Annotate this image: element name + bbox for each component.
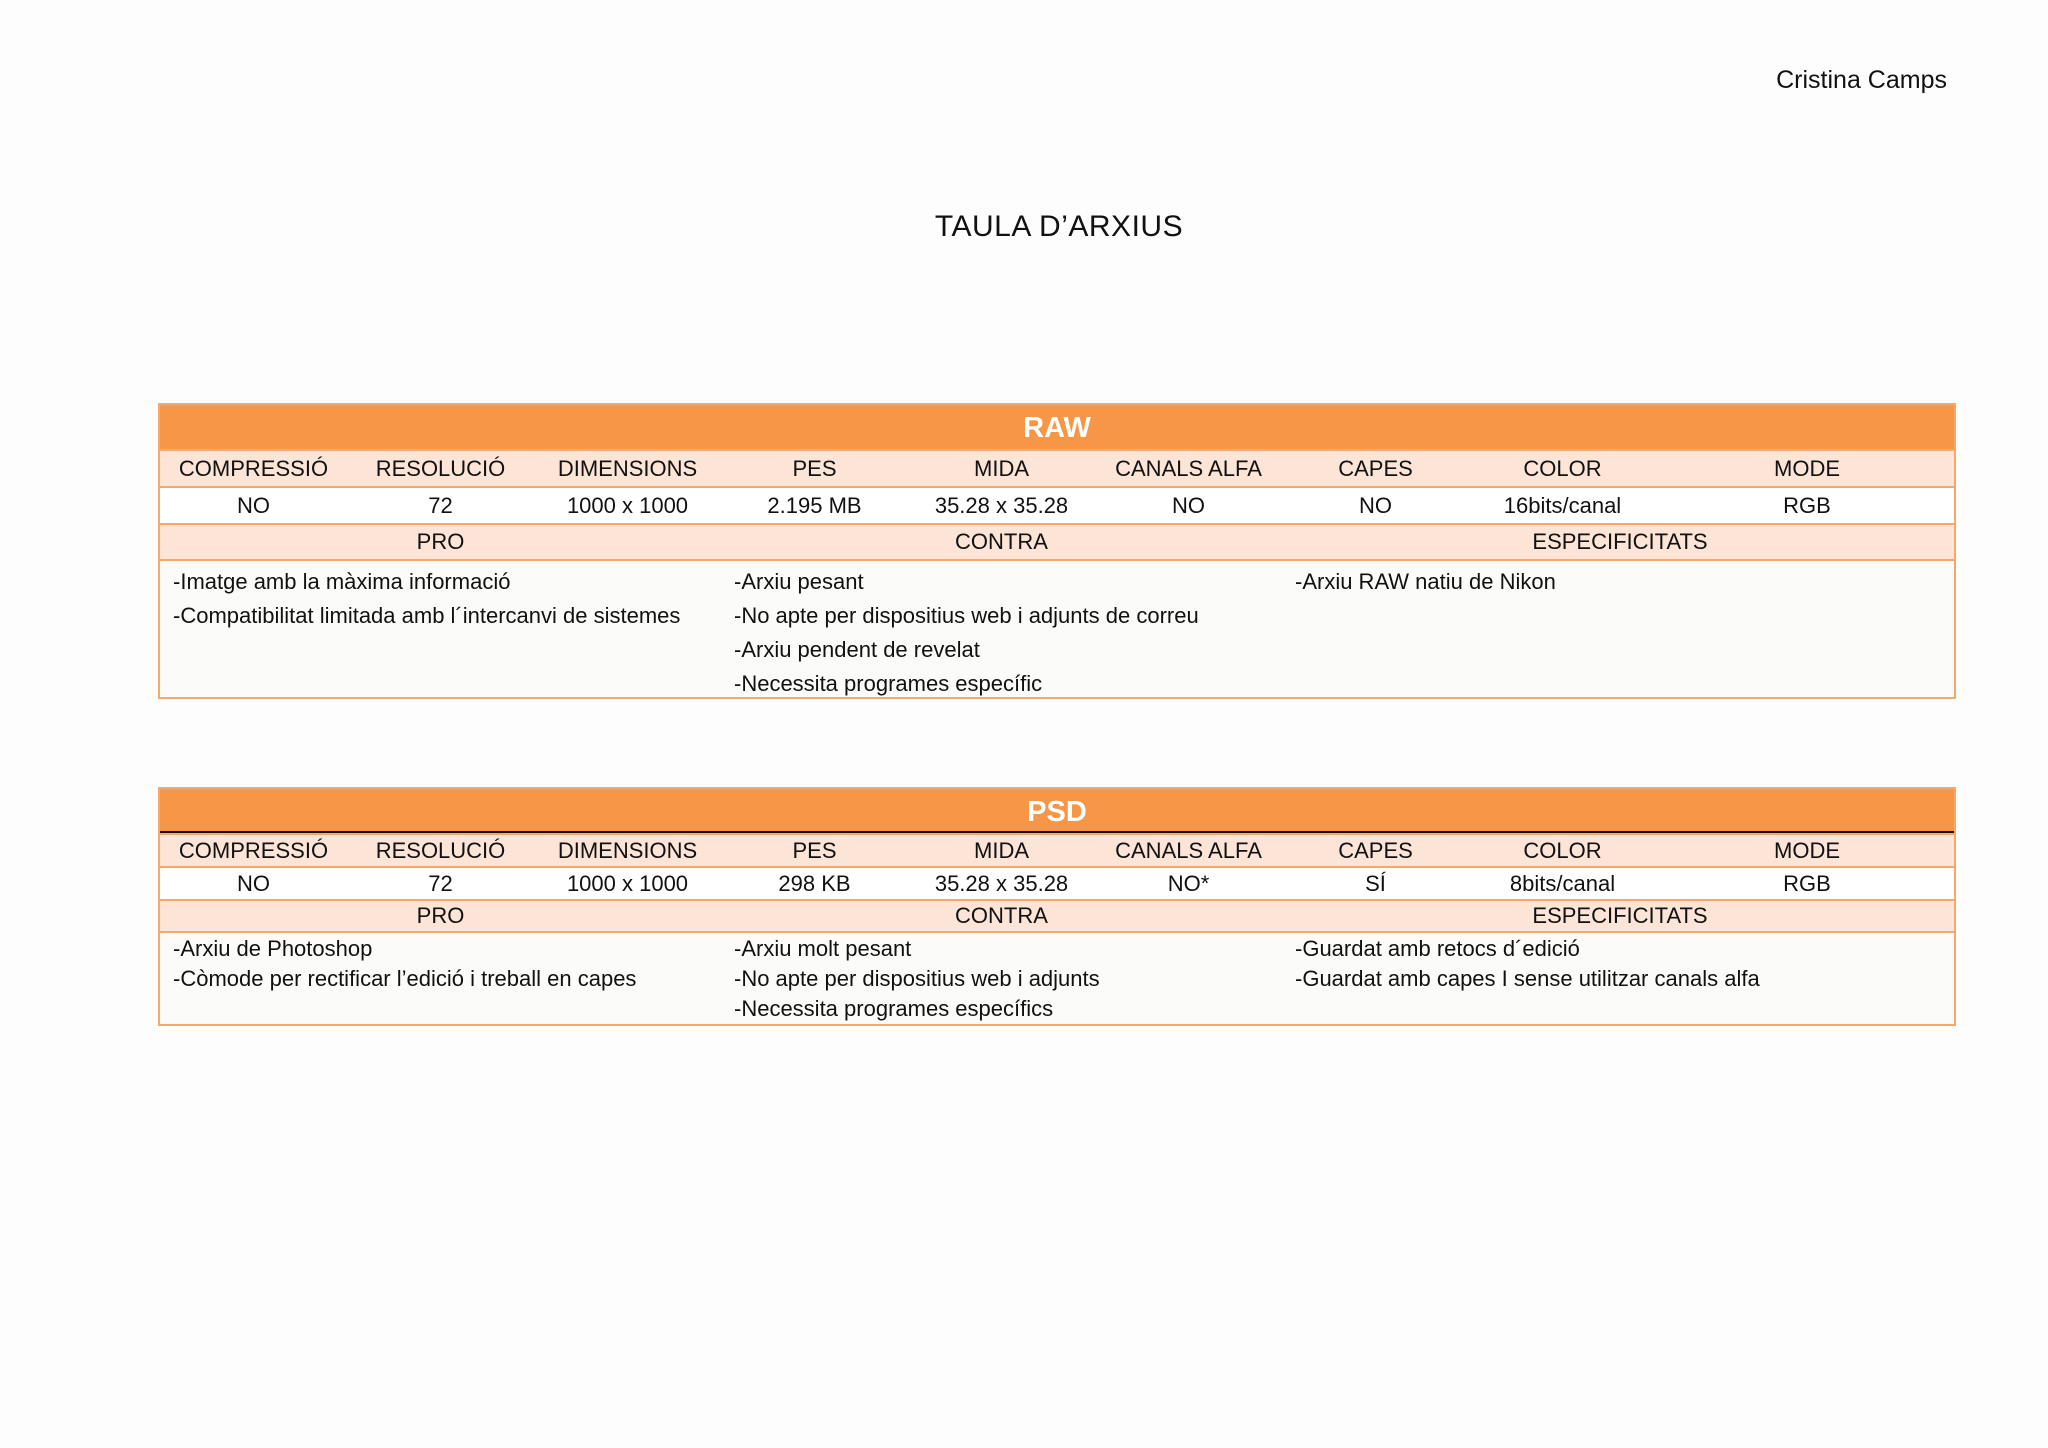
value-row	[160, 486, 1954, 523]
column-header: MODE	[1774, 455, 1840, 481]
page-title: TAULA D’ARXIUS	[934, 210, 1184, 243]
table-cell: 16bits/canal	[1503, 492, 1622, 518]
column-header: PES	[792, 455, 837, 481]
list-item: -Còmode per rectificar l’edició i treball en capes	[173, 966, 637, 991]
table-cell: 298 KB	[778, 870, 851, 896]
section-header-pro: PRO	[416, 903, 465, 928]
column-header: MODE	[1774, 837, 1840, 863]
list-item: -Guardat amb capes I sense utilitzar canals alfa	[1295, 966, 1760, 991]
section-header-row	[160, 523, 1954, 561]
column-header: DIMENSIONS	[557, 455, 698, 481]
contra-list	[721, 933, 1282, 1024]
list-item: -Guardat amb retocs d´edició	[1295, 936, 1580, 961]
table-cell: 72	[428, 492, 453, 518]
list-item: -Arxiu pesant	[734, 569, 864, 594]
column-header: MIDA	[974, 455, 1029, 481]
table-cell: NO	[1172, 492, 1205, 518]
section-header-pro: PRO	[416, 529, 465, 554]
table-cell: NO	[237, 870, 270, 896]
list-item: -Imatge amb la màxima informació	[173, 569, 511, 594]
table-title: RAW	[160, 405, 1954, 449]
list-item: -Arxiu de Photoshop	[173, 936, 373, 961]
column-header: CANALS ALFA	[1115, 455, 1262, 481]
table-cell: 35.28 x 35.28	[934, 870, 1069, 896]
list-item: -Necessita programes específics	[734, 996, 1054, 1021]
especificitats-list	[1282, 933, 1958, 1024]
section-header-especificitats: ESPECIFICITATS	[1532, 529, 1708, 554]
section-header-especificitats: ESPECIFICITATS	[1532, 903, 1708, 928]
raw-table	[158, 403, 1956, 699]
pro-list	[160, 561, 721, 701]
column-header: MIDA	[974, 837, 1029, 863]
table-cell: 72	[428, 870, 453, 896]
pro-list	[160, 933, 721, 1024]
table-cell: 1000 x 1000	[566, 492, 689, 518]
table-cell: 1000 x 1000	[566, 870, 689, 896]
content-row	[160, 561, 1954, 697]
column-header: CAPES	[1338, 455, 1413, 481]
list-item: -No apte per dispositius web i adjunts	[734, 966, 1100, 991]
value-row	[160, 866, 1954, 899]
table-cell: RGB	[1783, 492, 1831, 518]
list-item: -Arxiu molt pesant	[734, 936, 912, 961]
column-header: COLOR	[1523, 837, 1602, 863]
list-item: -No apte per dispositius web i adjunts de correu	[734, 603, 1199, 628]
contra-list	[721, 561, 1282, 701]
section-header-contra: CONTRA	[955, 903, 1048, 928]
list-item: -Arxiu RAW natiu de Nikon	[1295, 569, 1556, 594]
column-header: RESOLUCIÓ	[375, 455, 506, 481]
column-header: COMPRESSIÓ	[178, 837, 329, 863]
table-cell: NO	[237, 492, 270, 518]
column-header: COMPRESSIÓ	[178, 455, 329, 481]
column-header-row	[160, 449, 1954, 486]
column-header: CANALS ALFA	[1115, 837, 1262, 863]
especificitats-list	[1282, 561, 1958, 701]
table-cell: NO*	[1167, 870, 1210, 896]
column-header: RESOLUCIÓ	[375, 837, 506, 863]
table-title: PSD	[160, 789, 1954, 833]
author-name: Cristina Camps	[1776, 66, 1947, 94]
list-item: -Compatibilitat limitada amb l´intercanvi de sistemes	[173, 603, 681, 628]
column-header: PES	[792, 837, 837, 863]
table-cell: 35.28 x 35.28	[934, 492, 1069, 518]
list-item: -Arxiu pendent de revelat	[734, 637, 980, 662]
table-cell: 2.195 MB	[767, 492, 862, 518]
table-cell: NO	[1359, 492, 1392, 518]
column-header: DIMENSIONS	[557, 837, 698, 863]
table-cell: 8bits/canal	[1509, 870, 1616, 896]
content-row	[160, 933, 1954, 1024]
section-header-row	[160, 899, 1954, 933]
column-header: COLOR	[1523, 455, 1602, 481]
table-cell: RGB	[1783, 870, 1831, 896]
column-header-row	[160, 833, 1954, 866]
table-cell: SÍ	[1365, 870, 1386, 896]
section-header-contra: CONTRA	[955, 529, 1048, 554]
list-item: -Necessita programes específic	[734, 671, 1043, 696]
column-header: CAPES	[1338, 837, 1413, 863]
psd-table	[158, 787, 1956, 1026]
